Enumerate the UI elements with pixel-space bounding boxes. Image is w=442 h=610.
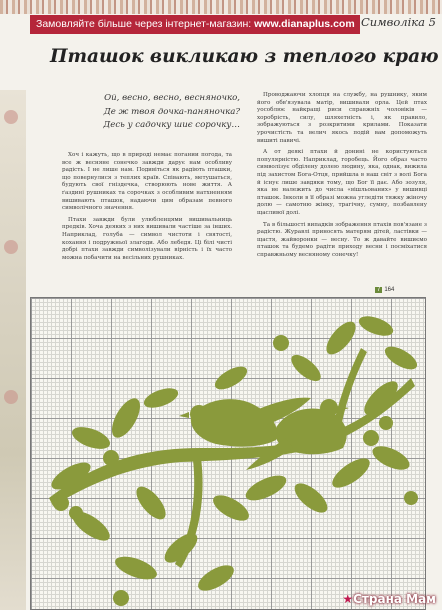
section-label: Символіка 5	[360, 15, 436, 29]
cross-stitch-pattern-grid	[30, 297, 426, 610]
decorative-left-margin	[0, 90, 26, 610]
flower-ornament-icon	[4, 390, 18, 404]
embroidered-border-strip	[0, 0, 442, 14]
poem-line: Ой, весно, весно, весняночко,	[104, 93, 240, 103]
paragraph: А от деякі птахи й донині не користуються популярністю. Наприклад, горобець. Його образ часто символізує обділену долею людину, яка, однак, вижила під захистом Бога-Отця, прийшла в наш світ з волі Бога й існує лише завдяки тому, що Бог її дає. Або зозуля, яка не належить до числа «вішльованих» у вишивці пташок. Інколи в її образі можна угледіти тяжку жіночу долю — самотню жінку, трагічну, сумну, позбавлену щасливої долі.	[257, 149, 427, 216]
pattern-number: 7	[377, 287, 381, 293]
banner-site-link[interactable]: www.dianaplus.com	[254, 18, 355, 30]
article-column-right	[257, 92, 427, 263]
paragraph: Хоч і кажуть, що в природі немає погании погода, та все ж весняне сонечко завжди дарує нам особливу радість. І не лише нам. Подивіться як радіють пташки, що повернулися з теплих країв. Співають, метушаться, будують свої гніздечка, створюють нове життя. А ґаздині рушниках та сорочках з особливим натхненням вишивають пташок, надаючи цим образам певного символічного значення.	[62, 152, 232, 212]
birds-on-branch-motif	[31, 298, 426, 610]
article-title: Пташок викликаю з теплого краю	[50, 46, 439, 67]
stitch-count: 164	[384, 287, 395, 293]
pattern-badge	[375, 287, 394, 293]
flower-ornament-icon	[4, 240, 18, 254]
paragraph: Та в більшості випадків зображення птахів пов'язане з радістю. Журавлі приносять матерям дітей, ластівки — щастя, жайворонки — весну. То ж давайте вишиємо пташок та будемо радіти приходу весни і посміхатися справжньому весняному сонечку!	[257, 221, 427, 258]
star-icon: ★	[342, 592, 354, 606]
poem-epigraph	[100, 92, 240, 133]
flower-ornament-icon	[4, 110, 18, 124]
watermark-text: Страна Мам	[353, 592, 436, 606]
paragraph: Проводжаючи хлопця на службу, на рушнику, яким його обв'язувала матір, вишивали орла. Цей птах уособлює найкращі риси справжніх чоловіків — хоробрість, силу, шляхетність і, як правило, зображуються з розкритими крилами. Показати урочистість та велич якось подій вам допоможуть вишиті павичі.	[257, 92, 427, 144]
site-watermark	[342, 592, 436, 606]
article-column-left	[62, 152, 232, 266]
paragraph: Птахи завжди були улюбленцями вишивальниць предків. Хоча деяких з них вишивали частіше за інших. Наприклад, голуба — символ чистоти і святості, кохання і подружньої злагоди. Або лебедя. Ці білі чисті добрі птахи завжди символізували вірність і їх часто можна побачити на весільних рушниках.	[62, 216, 232, 261]
shop-banner	[30, 15, 360, 34]
banner-text: Замовляйте більше через інтернет-магазин:	[36, 18, 255, 30]
poem-line: Де ж твоя дочка-паняночка?	[103, 106, 240, 117]
poem-line: Десь у садочку шиє сорочку…	[103, 120, 240, 130]
